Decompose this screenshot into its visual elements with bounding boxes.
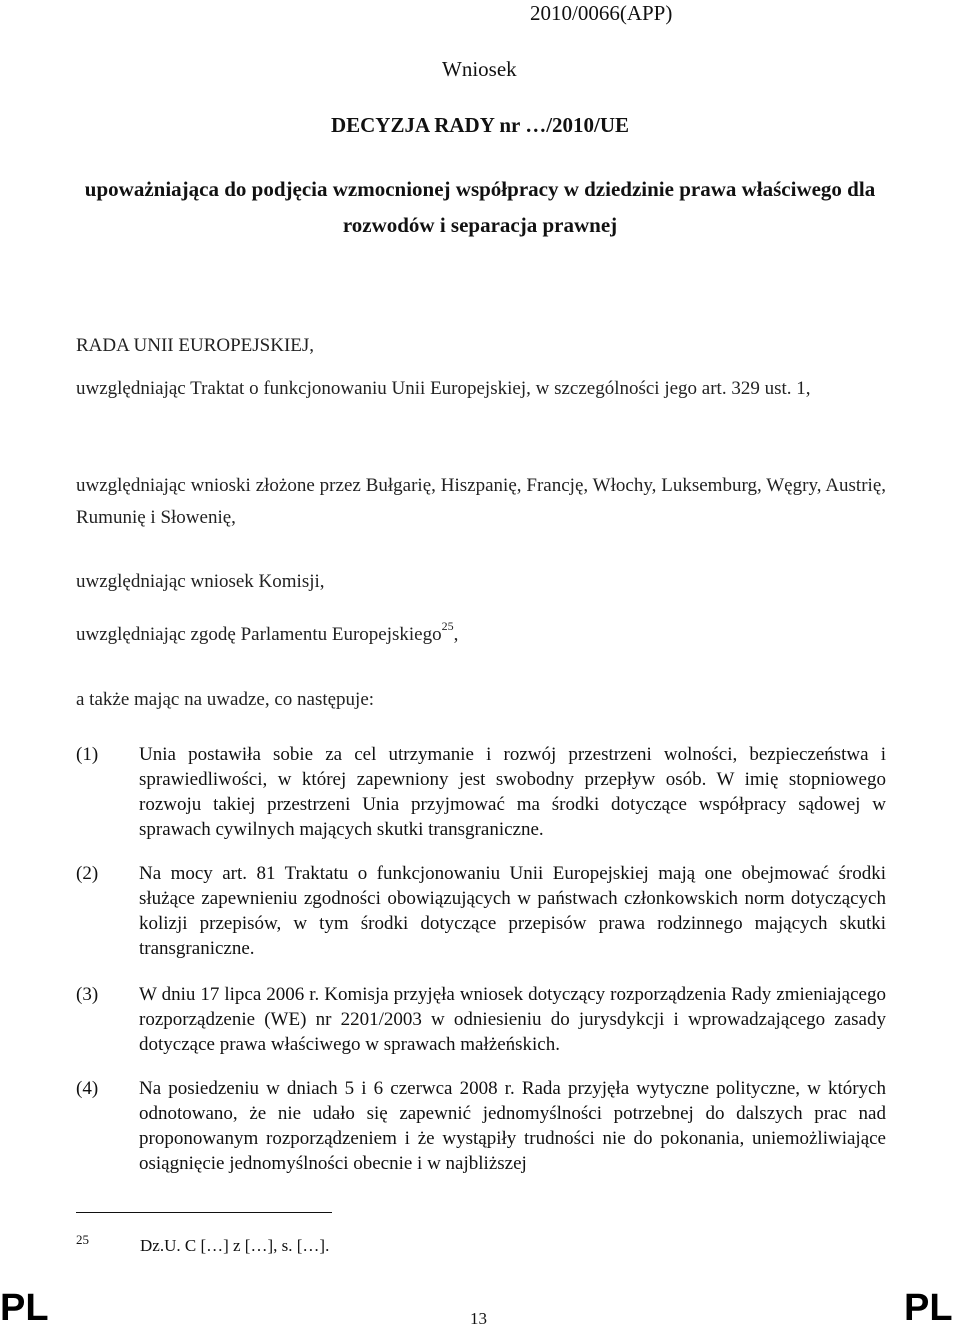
preamble-requests: uwzględniając wnioski złożone przez Bułgarię, Hiszpanię, Francję, Włochy, Luksemburg, Węgry, Austrię, Rumunię i Słowenię, [76,475,886,528]
decision-title: DECYZJA RADY nr …/2010/UE [330,113,630,137]
recital-text: W dniu 17 lipca 2006 r. Komisja przyjęła wniosek dotyczący rozporządzenia Rady zmieniającego rozporządzenie (WE) nr 2201/2003 w odniesieniu do jurysdykcji i wprowadzającego zasady dotyczące prawa właściwego w sprawach małżeńskich. [139,984,886,1055]
recital-number: (4) [76,1078,99,1099]
preamble-parliament [76,619,886,651]
language-code-left: PL [0,1287,49,1329]
decision-subtitle: upoważniająca do podjęcia wzmocnionej współpracy w dziedzinie prawa właściwego dla rozwodów i separacja prawnej [84,177,876,237]
preamble-parliament-suffix: , [453,624,459,645]
recital-text: Na posiedzeniu w dniach 5 i 6 czerwca 2008 r. Rada przyjęła wytyczne polityczne, w których odnotowano, że nie udało się zapewnić jednomyślności potrzebnej do dalszych prac nad proponowanym rozporządzeniem i że wystąpiły trudności nie do pokonania, uniemożliwiające osiągnięcie jednomyślności obecnie i w najbliższej [139,1078,886,1174]
preamble-parliament-text: uwzględniając zgodę Parlamentu Europejskiego [76,624,442,645]
recital-number: (3) [76,984,99,1005]
document-reference: 2010/0066(APP) [530,1,673,25]
language-code-right: PL [904,1287,953,1329]
preamble-council: RADA UNII EUROPEJSKIEJ, [76,335,315,356]
page-number: 13 [470,1309,487,1328]
recital-number: (1) [76,744,99,765]
preamble-whereas: a także mając na uwadze, co następuje: [76,689,375,710]
footnote-number: 25 [76,1232,89,1247]
preamble-treaty: uwzględniając Traktat o funkcjonowaniu Unii Europejskiej, w szczególności jego art. 329 ust. 1, [76,378,811,399]
recital-text: Unia postawiła sobie za cel utrzymanie i rozwój przestrzeni wolności, bezpieczeństwa i sprawiedliwości, w której zapewniony jest swobodny przepływ osób. W imię stopniowego rozwoju takiej przestrzeni Unia przyjmować ma środki dotyczące współpracy sądowej w sprawach cywilnych mających skutki transgraniczne. [139,744,886,840]
preamble-commission: uwzględniając wniosek Komisji, [76,571,325,592]
footnote-divider [76,1212,332,1213]
document-type: Wniosek [442,57,517,81]
footnote-reference[interactable]: 25 [441,618,454,633]
recital-text: Na mocy art. 81 Traktatu o funkcjonowaniu Unii Europejskiej mają one obejmować środki służące zapewnieniu zgodności obowiązujących w państwach członkowskich norm dotyczących kolizji przepisów, w tym środki dotyczące przepisów prawa rodzinnego mających skutki transgraniczne. [139,863,886,959]
recital-number: (2) [76,863,99,884]
footnote-text: Dz.U. C […] z […], s. […]. [140,1236,330,1255]
